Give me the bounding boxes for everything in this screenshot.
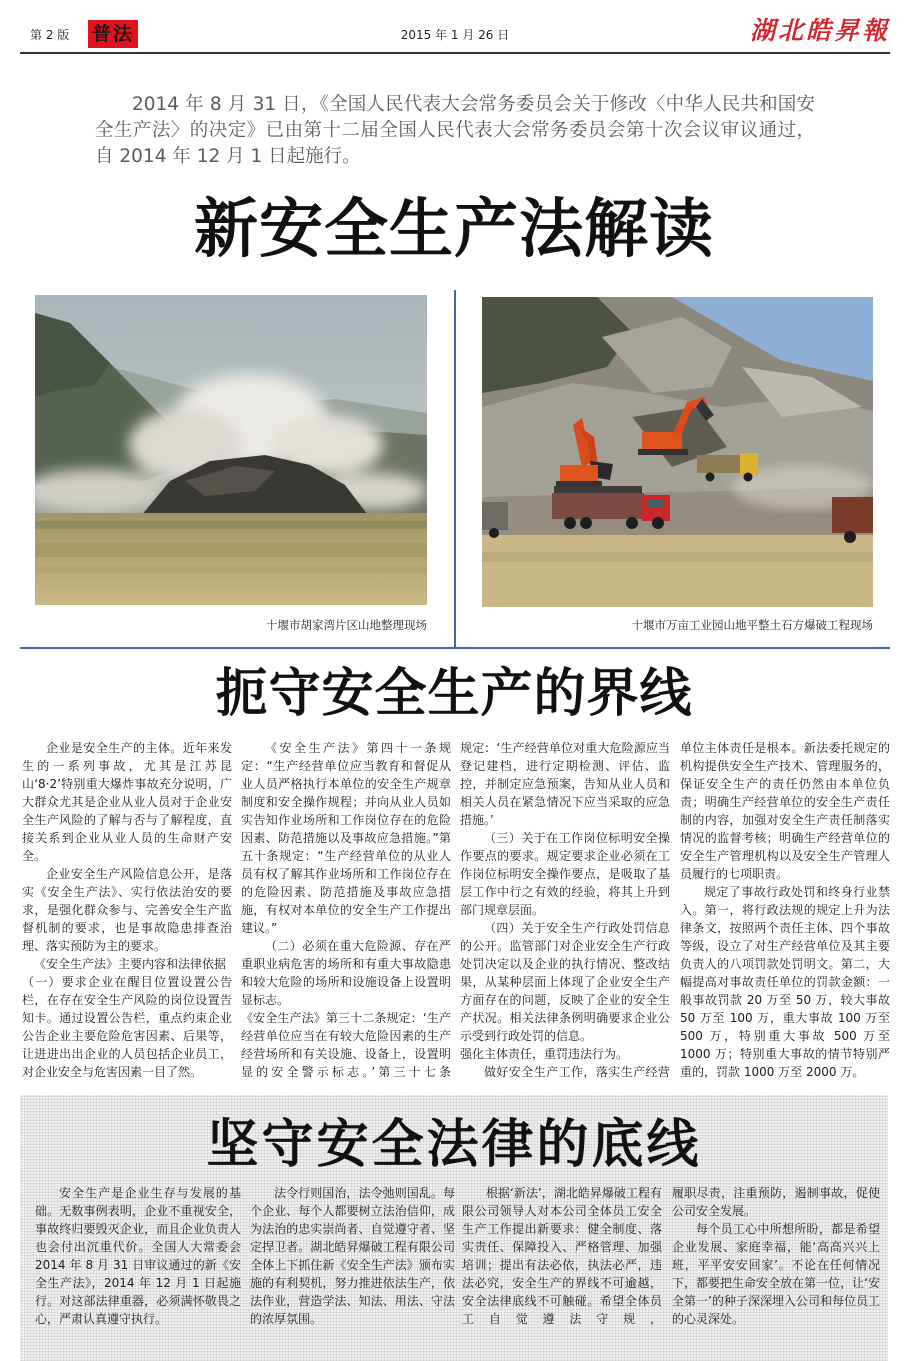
box-column-2 xyxy=(250,1184,455,1328)
article-column-4 xyxy=(680,739,890,1081)
section-rule xyxy=(20,647,890,649)
ground-band xyxy=(35,567,427,573)
photo-caption-left: 十堰市胡家湾片区山地整理现场 xyxy=(266,618,427,632)
article-paragraph: 根据‘新法’，湖北皓昇爆破工程有限公司领导人对本公司全体员工安全生产工作提出新要求：健全制度、落实责任、保障投入、严格管理、加强培训；提出有法必依，执法必严，违法必究，安全生产的界线不可逾越，安全法律底线不可触碰。希望全体员工自觉遵法守规， xyxy=(462,1186,662,1326)
article-paragraph: 做好安全生产工作，落实生产经营 xyxy=(484,1065,670,1079)
photo-land-clearing-image xyxy=(35,295,427,605)
article-paragraph: 企业安全生产风险信息公开，是落实《安全生产法》、实行依法治安的要求，是强化群众参与、完善安全生产监督机制的要求，也是事故隐患排查治理、落实预防为主的要求。 xyxy=(22,867,232,953)
ground xyxy=(482,535,873,607)
article-paragraph: 单位主体责任是根本。新法委托规定的机构提供安全生产技术、管理服务的，保证安全生产的责任仍然由本单位负责；明确生产经营单位的安全生产责任制的内容，加强对安全生产责任制落实情况的监督考核；明确生产经营单位的安全生产管理机构以及安全生产管理人员履行的七项职责。 xyxy=(680,741,890,881)
page-number: 第 2 版 xyxy=(30,28,70,42)
ground-band xyxy=(482,552,873,562)
header-rule xyxy=(20,52,890,54)
article-paragraph: 规定：‘生产经营单位对重大危险源应当登记建档，进行定期检测、评估、监控，并制定应急预案，告知从业人员和相关人员在紧急情况下应当采取的应急措施。’ xyxy=(460,741,670,827)
photo-caption-right: 十堰市万亩工业园山地平整土石方爆破工程现场 xyxy=(631,618,873,632)
article-paragraph: 《安全生产法》第四十一条规定：“生产经营单位应当教育和督促从业人员严格执行本单位的安全生产规章制度和安全操作规程；并向从业人员如实告知作业场所和工作岗位存在的危险因素、防范措施以及事故应急措施。”第五十条规定：“生产经营单位的从业人员有权了解其作业场所和工作岗位存在的危险因素、防范措施及事故应急措施，有权对本单位的安全生产工作提出建议。” xyxy=(241,741,451,935)
section-title-bottom-line: 坚守安全法律的底线 xyxy=(206,1114,702,1175)
article-paragraph: （四）关于安全生产行政处罚信息的公开。监管部门对企业安全生产行政处罚决定以及企业的执行情况、整改结果，从某种层面上体现了企业安全生产方面存在的问题，反映了企业的安全生产状况。相关法律条例明确要求企业公示受到行政处罚的信息。 xyxy=(460,921,670,1043)
photo-quarry-blasting xyxy=(482,297,873,607)
feature-title: 新安全生产法解读 xyxy=(194,192,714,267)
article-paragraph: 《安全生产法》第三十二条规定：‘生产经营单位应当在有较大危险因素的生产经营场所和有关设施、设备上，设置明显的安全警示标志。’第三十七条 xyxy=(241,1011,451,1079)
article-column-3 xyxy=(460,739,670,1081)
ground-band xyxy=(35,521,427,529)
article-paragraph: 履职尽责，注重预防，遏制事故，促使公司安全发展。 xyxy=(672,1186,880,1218)
newspaper-logo: 湖北皓昇報 xyxy=(749,16,890,45)
article-paragraph: （一）要求企业在醒目位置设置公告栏，在存在安全生产风险的岗位设置告知卡。通过设置公告栏，重点约束企业公告企业主要危险危害因素、后果等，让进进出出企业的人员包括企业员工，对企业安全与危害因素一目了然。 xyxy=(22,975,232,1079)
box-column-3 xyxy=(462,1184,662,1328)
article-subheading: 强化主体责任，重罚违法行为。 xyxy=(460,1047,629,1061)
photo-quarry-blasting-image xyxy=(482,297,873,607)
article-paragraph: 每个员工心中所想所盼，都是希望企业发展、家庭幸福，能‘高高兴兴上班，平平安安回家’。不论在任何情况下，都要把生命安全放在第一位，让‘安全第一’的种子深深埋入公司和每位员工的心灵深处。 xyxy=(672,1222,880,1326)
issue-date: 2015 年 1 月 26 日 xyxy=(400,28,510,42)
article-paragraph: （三）关于在工作岗位标明安全操作要点的要求。规定要求企业必须在工作岗位标明安全操作要点，是吸取了基层工作中行之有效的经验，将其上升到部门规章层面。 xyxy=(460,831,670,917)
article-paragraph: 企业是安全生产的主体。近年来发生的一系列事故，尤其是江苏昆山‘8·2’特别重大爆炸事故充分说明，广大群众尤其是企业从业人员对于企业安全生产风险的了解与否与了解程度，直接关系到企业从业人员的生命财产安全。 xyxy=(22,741,232,863)
box-column-4 xyxy=(672,1184,880,1328)
box-column-1 xyxy=(35,1184,241,1328)
ground-band xyxy=(35,543,427,557)
article-paragraph: 安全生产是企业生存与发展的基础。无数事例表明，企业不重视安全，事故终归要毁灭企业，而且企业负责人也会付出沉重代价。全国人大常委会 2014 年 8 月 31 日审议通过的新《安全生产法》，2014 年 12 月 1 日起施行。对这部法律重器，必须满怀敬畏之心，严肃认真遵守执行。 xyxy=(35,1186,241,1326)
section-title-boundary: 扼守安全生产的界线 xyxy=(215,663,693,724)
article-column-1 xyxy=(22,739,232,1081)
photo-land-clearing xyxy=(35,295,427,605)
article-column-2 xyxy=(241,739,451,1081)
intro-paragraph: 2014 年 8 月 31 日，《全国人民代表大会常务委员会关于修改〈中华人民共和国安全生产法〉的决定》已由第十二届全国人民代表大会常务委员会第十次会议审议通过，自 2014 年 12 月 1 日起施行。 xyxy=(95,94,815,167)
article-paragraph: （二）必须在重大危险源、存在严重职业病危害的场所和有重大事故隐患和较大危险的场所和设施设备上设置明显标志。 xyxy=(241,939,451,1007)
article-paragraph: 规定了事故行政处罚和终身行业禁入。第一，将行政法规的规定上升为法律条文，按照两个责任主体、四个事故等级，设立了对生产经营单位及其主要负责人的八项罚款处罚明文。第二，大幅提高对事故责任单位的罚款金额：一般事故罚款 20 万至 50 万，较大事故 50 万至 100 万，重大事故 100 万至 500 万，特别重大事故 500 万至 1000 万；特别重大事故的情节特别严重的，罚款 1000 万至 2000 万。 xyxy=(680,885,890,1079)
photo-divider xyxy=(454,290,456,648)
section-tag: 普法 xyxy=(88,20,138,48)
article-subheading: 《安全生产法》主要内容和法律依据 xyxy=(34,957,227,971)
article-paragraph: 法令行则国治，法令弛则国乱。每个企业、每个人都要树立法治信仰，成为法治的忠实崇尚者、自觉遵守者、坚定捍卫者。湖北皓昇爆破工程有限公司全体上下抓住新《安全生产法》颁布实施的有利契机，努力推进依法生产，依法作业，营造学法、知法、用法、守法的浓厚氛围。 xyxy=(250,1186,455,1326)
